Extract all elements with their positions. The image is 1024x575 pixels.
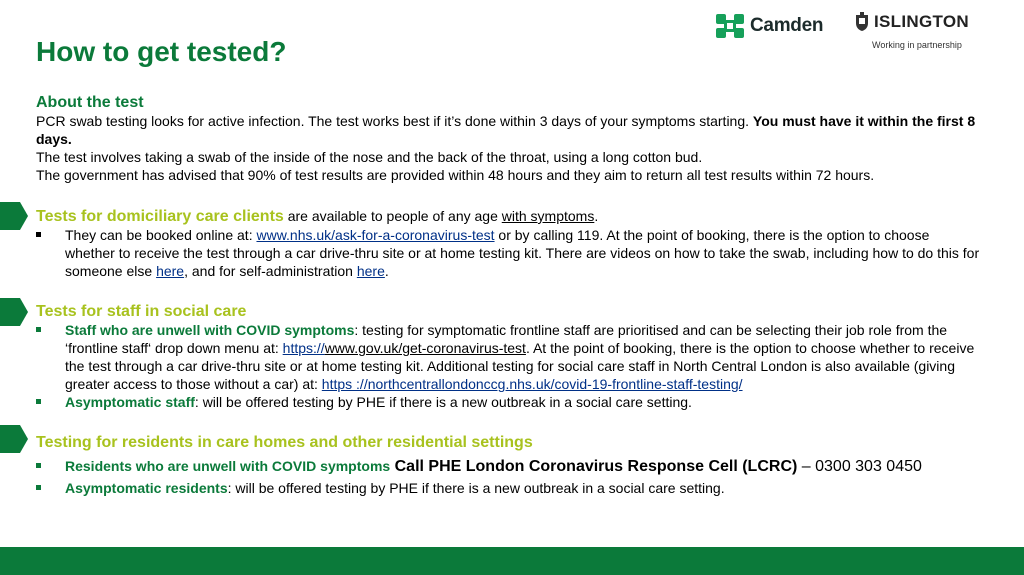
- islington-logo-text: ISLINGTON: [874, 12, 969, 31]
- staff-list: [36, 321, 981, 411]
- camden-logo: [714, 12, 823, 40]
- gov-test-link[interactable]: www.gov.uk/get-coronavirus-test: [324, 340, 526, 356]
- list-item: [36, 479, 981, 497]
- about-text: PCR swab testing looks for active infection. The test works best if it’s done within 3 days of your symptoms starting.: [36, 113, 753, 129]
- lcrc-call-text: Call PHE London Coronavirus Response Cell (LCRC): [390, 458, 798, 475]
- section-marker-icon: [0, 202, 28, 230]
- bullet-icon: [36, 485, 41, 490]
- bullet-bold: Asymptomatic residents: [65, 480, 228, 496]
- bullet-text: or by calling 119. At the point of booking, there is the option to choose whether to receive the test through a car drive-thru site or at home testing kit. There are videos on how to take the swab, including how to do this for someone else: [65, 227, 980, 279]
- with-symptoms-link[interactable]: with symptoms: [501, 208, 595, 224]
- section-marker-icon: [0, 298, 28, 326]
- logos: [714, 12, 984, 60]
- list-item: [36, 393, 981, 411]
- list-item: [36, 226, 981, 280]
- nhs-test-link[interactable]: www.nhs.uk/ask-for-a-coronavirus-test: [256, 227, 495, 243]
- bullet-text: They can be booked online at:: [65, 227, 257, 243]
- islington-logo: [854, 12, 969, 50]
- list-item: [36, 456, 981, 477]
- residents-heading: Testing for residents in care homes and other residential settings: [36, 434, 533, 451]
- page-title: How to get tested?: [36, 36, 287, 67]
- about-heading: About the test: [36, 94, 144, 111]
- intro-end: .: [594, 208, 599, 224]
- ncl-ccg-link[interactable]: https ://northcentrallondonccg.nhs.uk/covid-19-frontline-staff-testing/: [321, 376, 743, 392]
- video-link-self[interactable]: here: [356, 263, 385, 279]
- camden-logo-text: Camden: [750, 15, 824, 36]
- domiciliary-list: [36, 226, 981, 280]
- bullet-text: : testing for symptomatic frontline staff are prioritised and can be selecting their job role from the ‘frontline staff‘ drop down menu at:: [65, 322, 948, 356]
- gov-test-link-prefix[interactable]: https://: [282, 340, 325, 356]
- list-item: [36, 321, 981, 393]
- bullet-text: , and for self-administration: [184, 263, 357, 279]
- bullet-text: . At the point of booking, there is the option to choose whether to receive the test through a car drive-thru site or at home testing kit. Additional testing for social care staff in North Central London is also available (giving greater access to those without a car) at:: [65, 340, 975, 392]
- residents-list: [36, 456, 981, 497]
- about-paragraph-2: The test involves taking a swab of the inside of the nose and the back of the throat, using a long cotton bud.: [36, 149, 703, 165]
- domiciliary-intro-text: are available to people of any age: [283, 208, 502, 224]
- bullet-text: : will be offered testing by PHE if there is a new outbreak in a social care setting.: [227, 480, 725, 496]
- domiciliary-intro: [36, 206, 981, 226]
- islington-crest-icon: [854, 12, 870, 32]
- about-bold-text: You must have it within the first 8 days.: [36, 113, 976, 147]
- bullet-end: .: [384, 263, 389, 279]
- domiciliary-heading: Tests for domiciliary care clients: [36, 208, 284, 225]
- staff-heading: Tests for staff in social care: [36, 303, 247, 320]
- bullet-icon: [36, 399, 41, 404]
- bullet-icon: [36, 232, 41, 237]
- video-link-someone-else[interactable]: here: [156, 263, 185, 279]
- about-paragraph-1: [36, 112, 981, 148]
- section-marker-icon: [0, 425, 28, 453]
- bullet-bold: Residents who are unwell with COVID symptoms: [65, 458, 391, 474]
- partnership-text: Working in partnership: [872, 40, 962, 50]
- bullet-bold: Asymptomatic staff: [65, 394, 195, 410]
- bullet-icon: [36, 463, 41, 468]
- footer-bar: [0, 547, 1024, 575]
- lcrc-phone: – 0300 303 0450: [797, 458, 922, 475]
- bullet-text: : will be offered testing by PHE if there is a new outbreak in a social care setting.: [194, 394, 692, 410]
- bullet-bold: Staff who are unwell with COVID symptoms: [65, 322, 355, 338]
- bullet-icon: [36, 327, 41, 332]
- camden-mark-icon: [714, 12, 746, 40]
- about-paragraph-3: The government has advised that 90% of test results are provided within 48 hours and they aim to return all test results within 72 hours.: [36, 167, 875, 183]
- main-content: [36, 93, 981, 497]
